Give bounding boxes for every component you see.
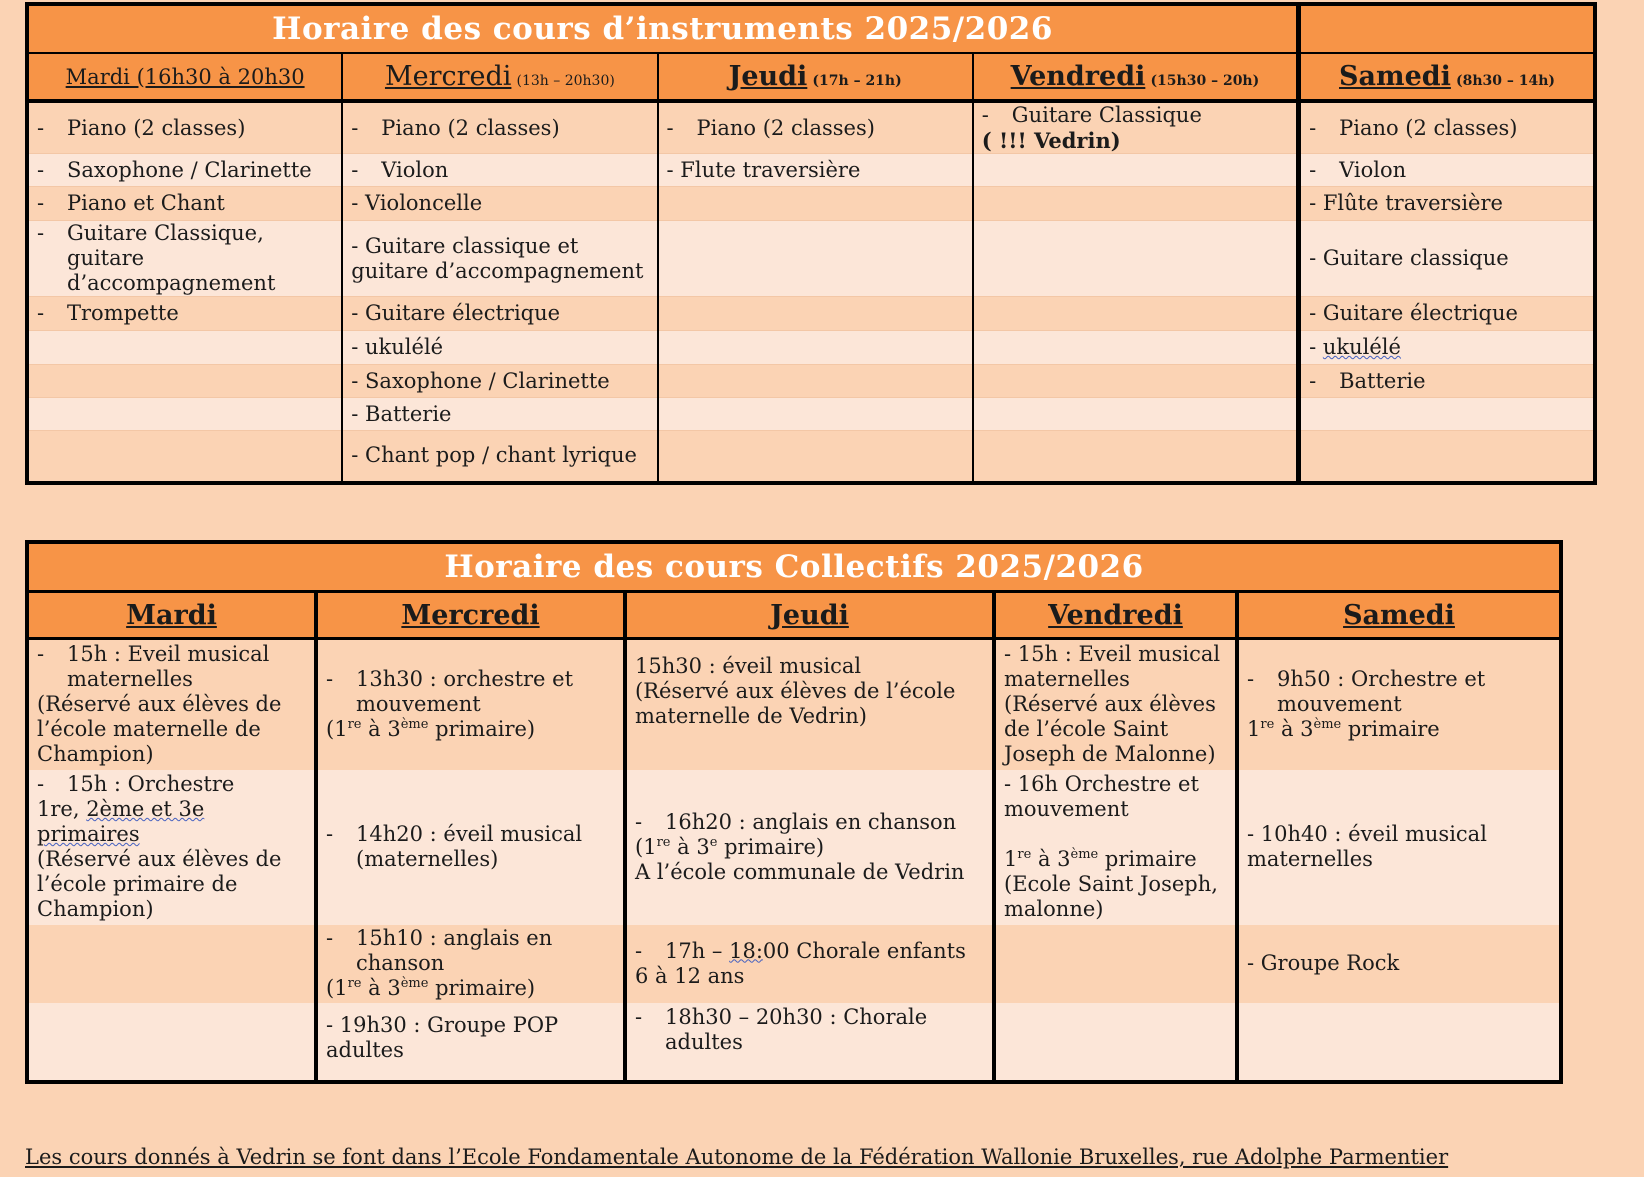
empty-cell [658, 398, 973, 431]
day-name: Jeudi [728, 61, 808, 92]
course-cell: - 15h : Orchestre 1re, 2ème et 3e primaires (Réservé aux élèves de l’école primaire de Champion) [27, 770, 316, 925]
day-header-wednesday [342, 53, 657, 101]
empty-cell [994, 925, 1237, 1003]
instrument-label: - ukulélé [351, 335, 444, 359]
course-cell: - 14h20 : éveil musical (maternelles) [316, 770, 625, 925]
course-label: 13h30 : orchestre et mouvement [356, 667, 574, 717]
instrument-label: - Violoncelle [351, 191, 483, 215]
course-cell: - 17h – 18:00 Chorale enfants 6 à 12 ans [625, 925, 994, 1003]
instrument-cell: - Piano et Chant [27, 187, 342, 221]
empty-cell [658, 365, 973, 398]
empty-cell [658, 297, 973, 331]
course-cell: - 15h10 : anglais en chanson (1re à 3ème primaire) [316, 925, 625, 1003]
empty-cell [658, 331, 973, 365]
course-label: 18h30 – 20h30 : Chorale adultes [665, 1004, 928, 1054]
instrument-label: - Guitare classique et guitare d’accompagnement [351, 233, 644, 283]
day-name: Samedi [1339, 61, 1451, 92]
empty-cell [973, 221, 1299, 297]
day-name: Vendredi [1010, 61, 1146, 92]
instrument-label: - Guitare classique [1309, 246, 1509, 270]
course-grade-sub: (1re à 3e primaire) [635, 834, 825, 859]
empty-cell [1299, 431, 1595, 483]
empty-cell [27, 365, 342, 398]
instrument-label: Batterie [1339, 368, 1426, 393]
empty-cell [973, 331, 1299, 365]
instrument-label: - Saxophone / Clarinette [351, 368, 610, 393]
instrument-cell [342, 187, 657, 221]
empty-cell [658, 221, 973, 297]
day-header-friday [973, 53, 1299, 101]
day-time: (17h – 21h) [812, 73, 902, 89]
course-grade-sub: (1re à 3ème primaire) [326, 976, 536, 1000]
instrument-label: Piano (2 classes) [1339, 115, 1518, 140]
empty-cell [973, 154, 1299, 187]
instrument-cell: - Piano (2 classes) [342, 101, 657, 154]
course-cell: - 9h50 : Orchestre et mouvement 1re à 3ème primaire [1237, 639, 1561, 770]
instrument-cell: - Trompette [27, 297, 342, 331]
instrument-cell: - Piano (2 classes) [658, 101, 973, 154]
instrument-label: ukulélé [1322, 335, 1401, 359]
instruments-title: Horaire des cours d’instruments 2025/2026 [27, 4, 1299, 53]
time-text: 00 Chorale enfants [762, 938, 966, 963]
course-location: A l’école communale de Vedrin [635, 859, 965, 884]
grade-text: 2ème et 3e primaires [37, 797, 205, 846]
course-cell [316, 1003, 625, 1082]
day-header-saturday: Samedi [1237, 592, 1561, 639]
instrument-label: - Chant pop / chant lyrique [351, 443, 637, 468]
course-label: 15h30 : éveil musical (Réservé aux élèves de l’école maternelle de Vedrin) [635, 654, 956, 728]
instrument-cell [1299, 221, 1595, 297]
instrument-cell: - Guitare Classique, guitare d’accompagnement [27, 221, 342, 297]
day-time: (8h30 – 14h) [1456, 73, 1556, 89]
instrument-cell [658, 154, 973, 187]
course-grades [37, 797, 306, 847]
empty-cell [973, 297, 1299, 331]
instrument-cell: - Guitare Classique ( !!! Vedrin) [973, 101, 1299, 154]
course-grade-sub: (1re à 3ème primaire) [326, 717, 536, 742]
instrument-label: Guitare Classique, guitare d’accompagnement [67, 221, 276, 295]
course-label: 15h : Orchestre [67, 772, 235, 796]
instrument-label: Saxophone / Clarinette [67, 157, 312, 182]
empty-cell [658, 431, 973, 483]
grade-text: 1re, [37, 797, 87, 821]
course-cell: - 18h30 – 20h30 : Chorale adultes [625, 1003, 994, 1082]
course-note: 6 à 12 ans [635, 963, 745, 988]
course-label: - Groupe Rock [1247, 951, 1400, 975]
course-location: (Ecole Saint Joseph, malonne) [1004, 872, 1218, 921]
instrument-label: Piano (2 classes) [381, 115, 560, 140]
footer-note: Les cours donnés à Vedrin se font dans l’Ecole Fondamentale Autonome de la Fédération Wallonie Bruxelles, rue Adolphe Parmentier [25, 1145, 1449, 1169]
instrument-label: Violon [381, 157, 449, 182]
course-label: 16h20 : anglais en chanson [665, 809, 957, 834]
empty-cell [1237, 1003, 1561, 1082]
day-header-thursday: Jeudi [625, 592, 994, 639]
instrument-label: Piano (2 classes) [67, 115, 246, 140]
course-cell [1237, 925, 1561, 1003]
instrument-label: - Guitare électrique [1309, 301, 1518, 325]
course-grade-sub: 1re à 3ème primaire [1247, 717, 1440, 742]
course-label: 15h : Eveil musical maternelles [67, 642, 270, 692]
course-cell: - 13h30 : orchestre et mouvement (1re à 3ème primaire) [316, 639, 625, 770]
course-cell [625, 639, 994, 770]
course-label: - 16h Orchestre et mouvement [1004, 772, 1199, 821]
empty-cell [27, 431, 342, 483]
empty-cell [658, 187, 973, 221]
course-cell: - 16h20 : anglais en chanson (1re à 3e primaire) A l’école communale de Vedrin [625, 770, 994, 925]
course-label: 14h20 : éveil musical (maternelles) [356, 822, 583, 871]
collective-schedule-table [25, 540, 1563, 1084]
empty-cell [973, 365, 1299, 398]
course-label: 15h10 : anglais en chanson [356, 926, 553, 975]
day-time: (15h30 – 20h) [1150, 73, 1260, 89]
instruments-schedule-table [25, 2, 1597, 485]
course-cell [994, 770, 1237, 925]
course-note: (Réservé aux élèves de l’école primaire de Champion) [37, 847, 282, 921]
empty-cell [973, 431, 1299, 483]
course-cell [1237, 770, 1561, 925]
course-note: (Réservé aux élèves de l’école maternelle de Champion) [37, 692, 282, 767]
empty-cell [1299, 398, 1595, 431]
day-header-wednesday: Mercredi [316, 592, 625, 639]
instrument-cell: - Batterie [1299, 365, 1595, 398]
time-text: 18: [729, 938, 763, 963]
day-header-thursday [658, 53, 973, 101]
collective-title: Horaire des cours Collectifs 2025/2026 [27, 542, 1561, 592]
instrument-label: Piano (2 classes) [696, 115, 875, 140]
instrument-cell: - Saxophone / Clarinette [27, 154, 342, 187]
instrument-cell [1299, 297, 1595, 331]
location-warning: ( !!! Vedrin) [981, 128, 1121, 153]
instrument-cell [342, 297, 657, 331]
empty-cell [973, 398, 1299, 431]
day-header-tuesday: Mardi [27, 592, 316, 639]
instrument-cell [342, 398, 657, 431]
course-label [665, 939, 984, 964]
day-header-friday: Vendredi [994, 592, 1237, 639]
instrument-cell: - Piano (2 classes) [27, 101, 342, 154]
day-header-tuesday [27, 53, 342, 101]
instrument-label: Trompette [67, 301, 179, 325]
course-cell [994, 639, 1237, 770]
day-name: Mercredi [384, 61, 512, 92]
instrument-label: Violon [1339, 157, 1407, 182]
instrument-cell: - Piano (2 classes) [1299, 101, 1595, 154]
course-label: - 15h : Eveil musical maternelles (Réservé aux élèves de l’école Saint Joseph de Malonne) [1004, 642, 1221, 767]
instrument-label: - Batterie [351, 401, 452, 426]
course-label: - 10h40 : éveil musical maternelles [1247, 822, 1487, 871]
instrument-label: - Guitare électrique [351, 301, 561, 325]
empty-cell [27, 925, 316, 1003]
instrument-cell [342, 431, 657, 483]
instrument-cell [342, 221, 657, 297]
course-cell: - 15h : Eveil musical maternelles (Réservé aux élèves de l’école maternelle de Champion) [27, 639, 316, 770]
instrument-label: - Flûte traversière [1309, 191, 1503, 215]
empty-cell [27, 398, 342, 431]
time-text: 17h – [665, 938, 730, 963]
course-label: - 19h30 : Groupe POP adultes [326, 1012, 559, 1062]
instrument-cell: - ukulélé [1299, 331, 1595, 365]
empty-cell [27, 331, 342, 365]
instrument-cell [342, 331, 657, 365]
day-name: Mardi (16h30 à 20h30 [65, 64, 305, 89]
instrument-label: Guitare Classique [1011, 103, 1202, 127]
empty-cell [994, 1003, 1237, 1082]
instrument-cell: - Violon [1299, 154, 1595, 187]
instrument-cell: - Violon [342, 154, 657, 187]
course-label: 9h50 : Orchestre et mouvement [1277, 667, 1486, 717]
course-grade-sub: 1re à 3ème primaire [1004, 847, 1197, 871]
instrument-label: Piano et Chant [67, 191, 225, 215]
empty-cell [973, 187, 1299, 221]
instrument-cell [342, 365, 657, 398]
instrument-cell [1299, 187, 1595, 221]
header-corner-cell [1299, 4, 1595, 53]
day-header-saturday [1299, 53, 1595, 101]
empty-cell [27, 1003, 316, 1082]
instrument-label: - Flute traversière [666, 157, 861, 182]
day-time: (13h – 20h30) [516, 73, 615, 89]
